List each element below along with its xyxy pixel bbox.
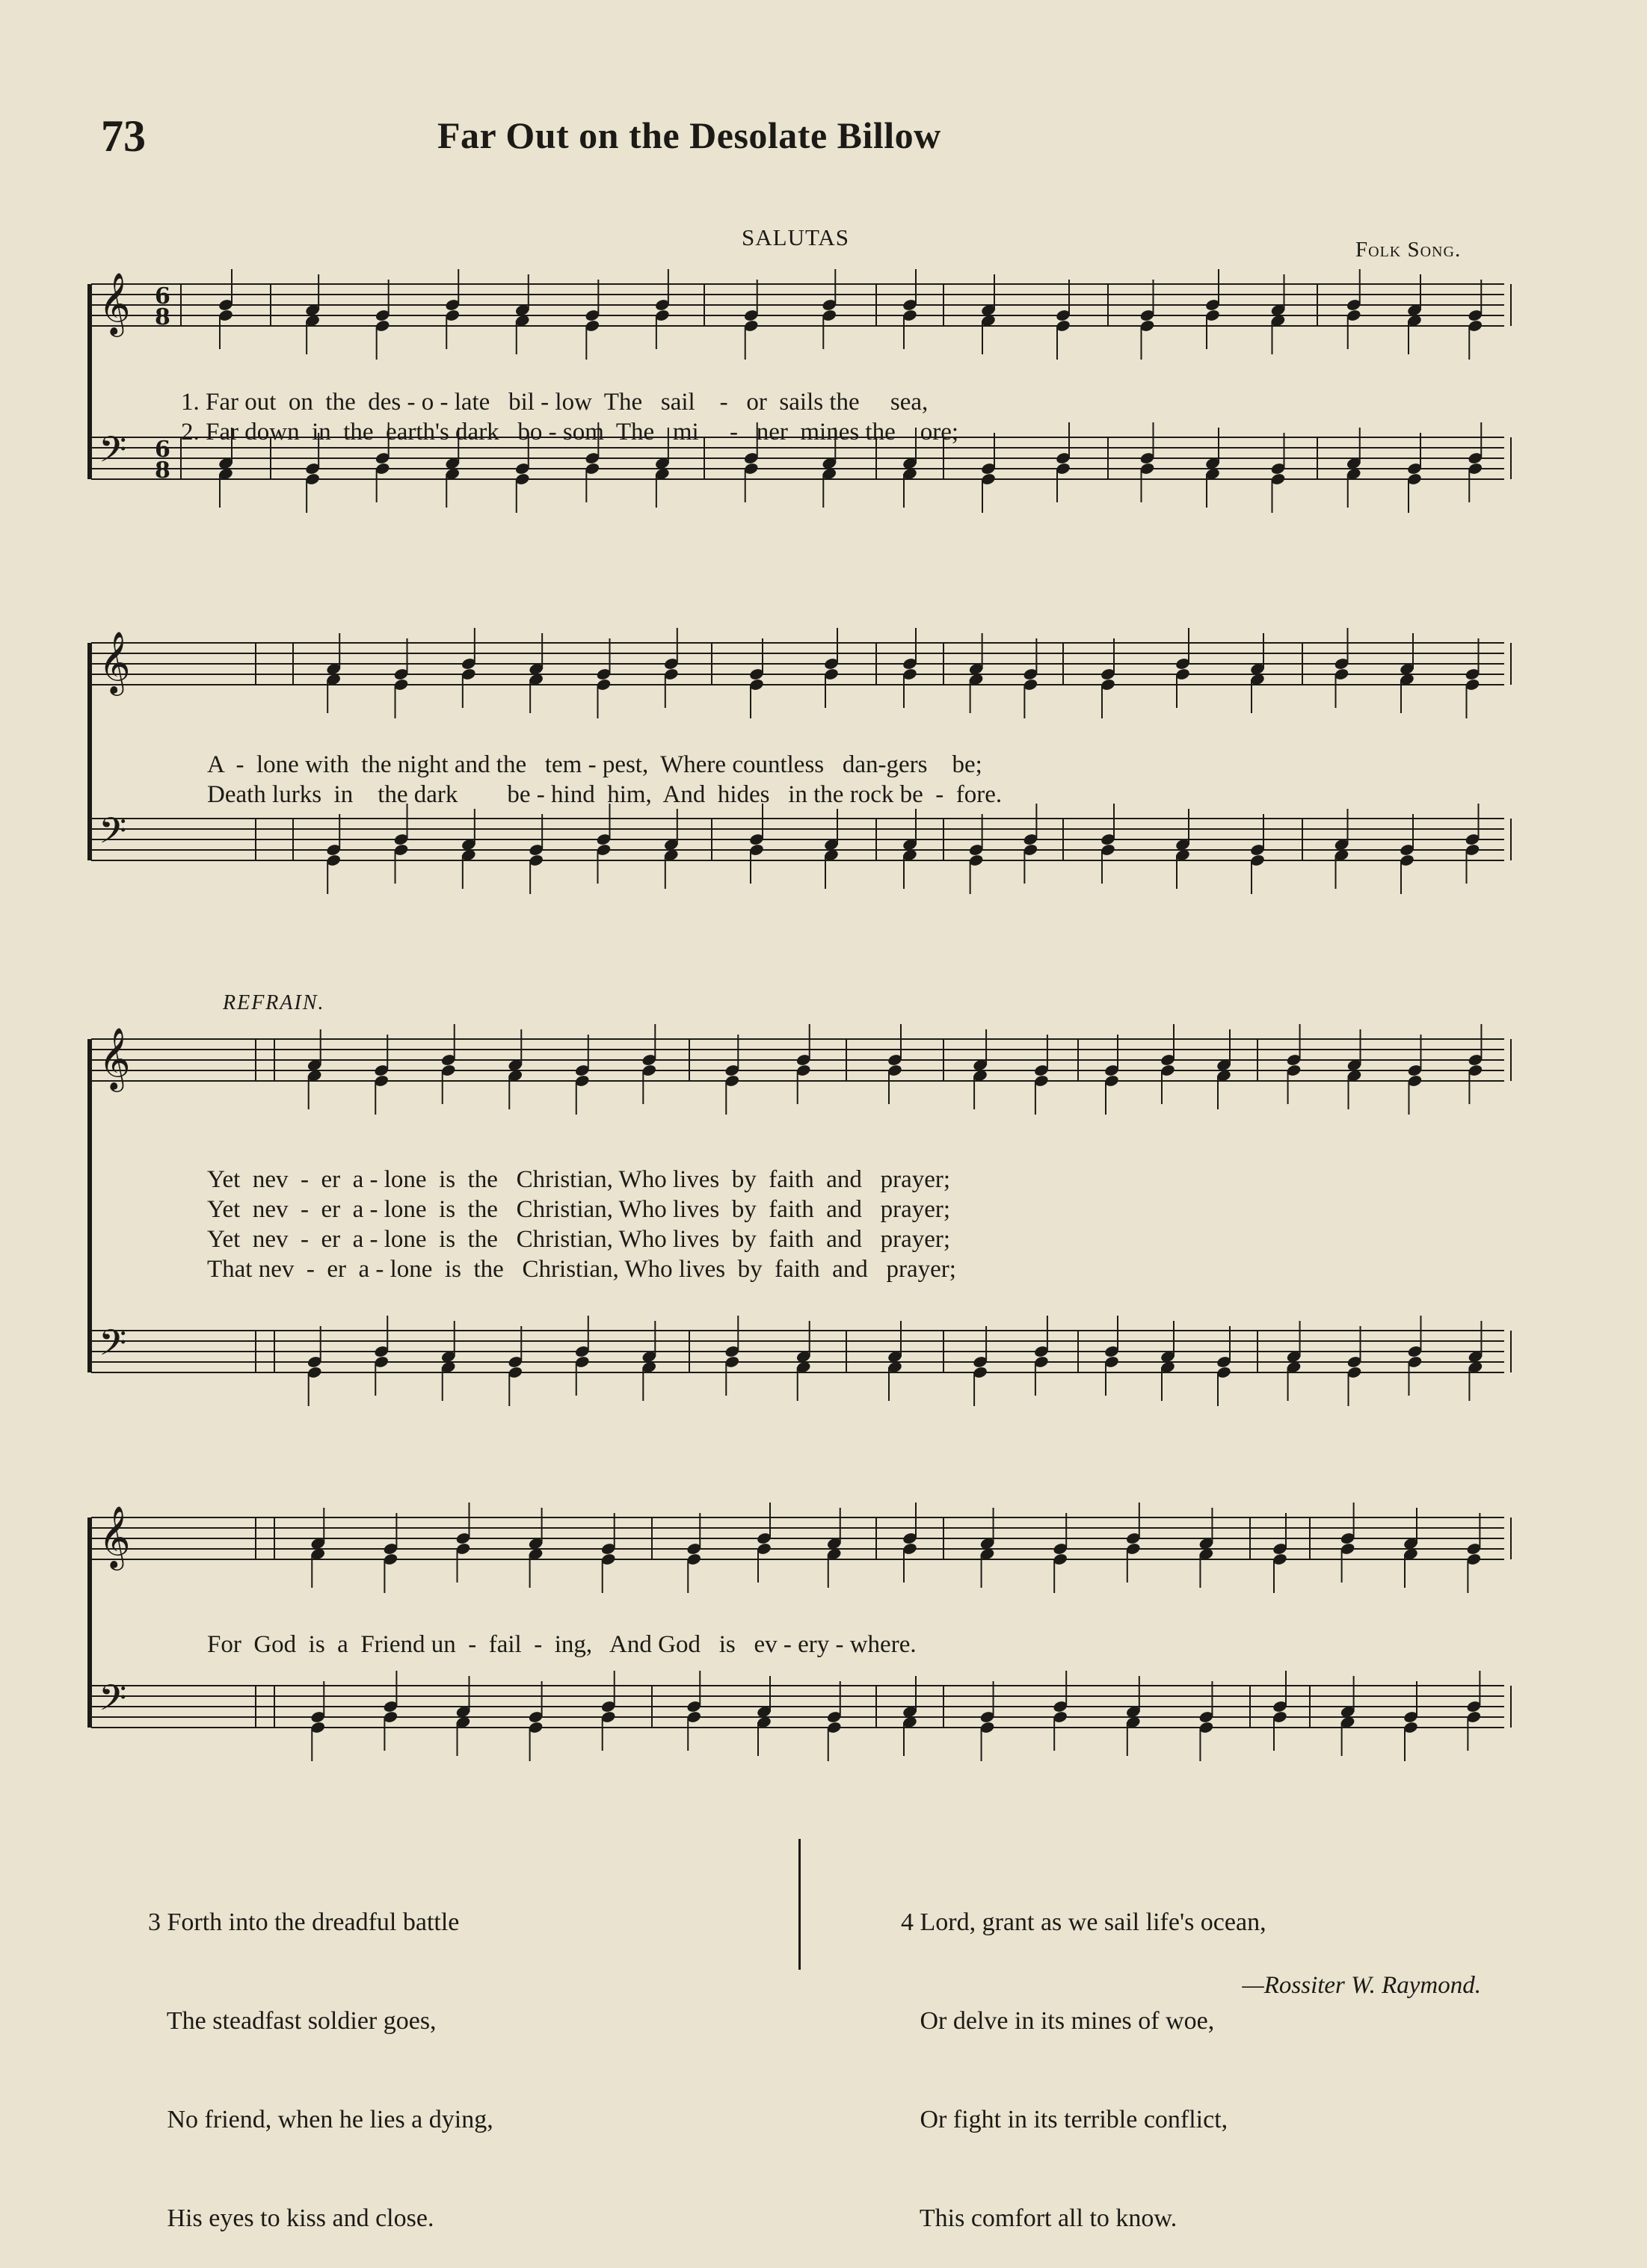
verse-divider [798, 1839, 801, 1970]
verse-line: Or delve in its mines of woe, [901, 2007, 1215, 2035]
lyric-line: 2. Far down in the earth's dark bo - som The mi - ner mines the ore; [181, 419, 959, 446]
time-signature-numerator: 6 [155, 283, 170, 309]
lyric-line: That nev - er a - lone is the Christian, Who lives by faith and prayer; [207, 1256, 956, 1283]
author-credit: —Rossiter W. Raymond. [1242, 1972, 1481, 1999]
lyric-line: 1. Far out on the des - o - late bil - low The sail - or sails the sea, [181, 389, 929, 416]
verse-line: No friend, when he lies a dying, [148, 2106, 493, 2133]
verse-4 [901, 1840, 1266, 2268]
hymn-title: Far Out on the Desolate Billow [437, 114, 941, 156]
hymn-number: 73 [101, 111, 146, 161]
music-system-1 [84, 269, 1512, 576]
lyric-line: Yet nev - er a - lone is the Christian, Who lives by faith and prayer; [207, 1166, 951, 1193]
treble-clef: 𝄞 [99, 271, 131, 334]
refrain-label: REFRAIN. [223, 991, 325, 1014]
bass-clef: 𝄢 [99, 428, 127, 479]
treble-clef: 𝄞 [99, 1505, 131, 1568]
bass-clef: 𝄢 [99, 1322, 127, 1372]
time-signature-denominator: 8 [155, 304, 170, 330]
music-system-4 [84, 1495, 1512, 1809]
lyric-line: Death lurks in the dark be - hind him, And hides in the rock be - fore. [207, 781, 1003, 808]
verse-3 [148, 1840, 493, 2268]
music-attribution: Folk Song. [1355, 238, 1462, 262]
verse-line: The steadfast soldier goes, [148, 2007, 437, 2035]
lyric-line: For God is a Friend un - fail - ing, And God is ev - ery - where. [207, 1631, 917, 1658]
verse-line: Or fight in its terrible conflict, [901, 2106, 1228, 2133]
verse-line: 4 Lord, grant as we sail life's ocean, [901, 1908, 1266, 1936]
treble-clef: 𝄞 [99, 1026, 131, 1089]
bass-clef: 𝄢 [99, 1677, 127, 1728]
music-system-2 [84, 613, 1512, 927]
lyric-line: Yet nev - er a - lone is the Christian, Who lives by faith and prayer; [207, 1226, 951, 1253]
treble-clef: 𝄞 [99, 630, 131, 693]
verse-line: His eyes to kiss and close. [148, 2204, 434, 2232]
bass-clef: 𝄢 [99, 810, 127, 860]
verse-line: 3 Forth into the dreadful battle [148, 1908, 460, 1936]
time-signature-numerator: 6 [155, 437, 170, 463]
music-system-3 [84, 1024, 1512, 1473]
verse-line: This comfort all to know. [901, 2204, 1177, 2232]
tune-name: SALUTAS [742, 224, 850, 250]
time-signature-denominator: 8 [155, 457, 170, 484]
lyric-line: A - lone with the night and the tem - pest, Where countless dan-gers be; [207, 751, 982, 778]
lyric-line: Yet nev - er a - lone is the Christian, Who lives by faith and prayer; [207, 1196, 951, 1223]
